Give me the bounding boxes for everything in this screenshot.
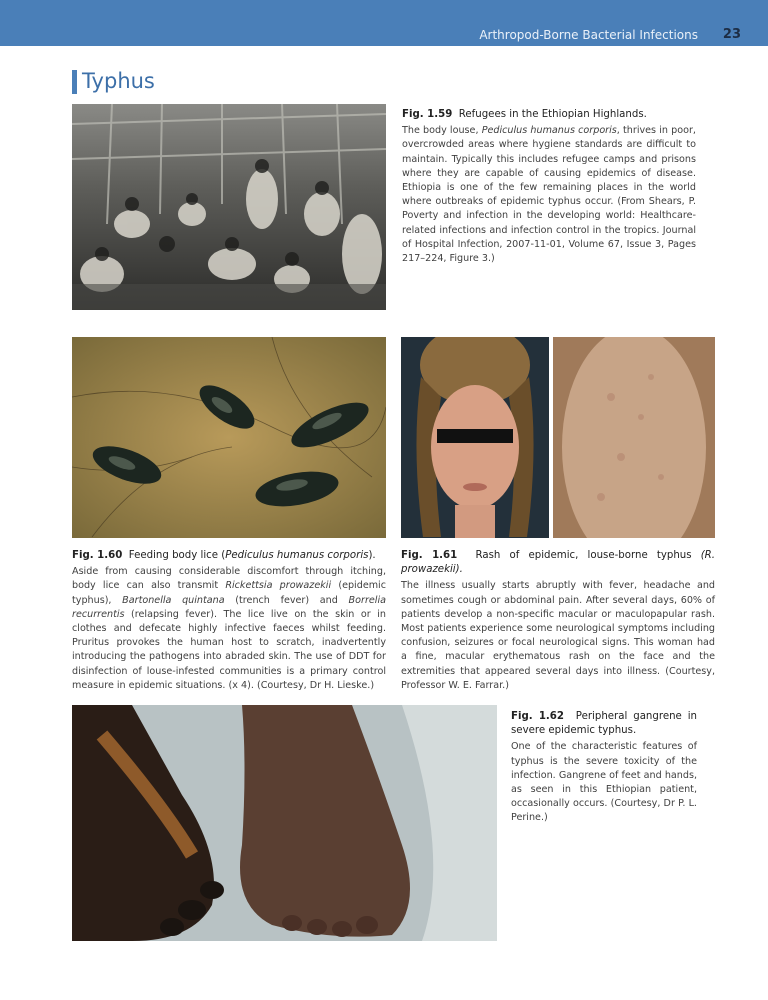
running-title: Arthropod-Borne Bacterial Infections (479, 28, 698, 42)
page-header (0, 0, 768, 46)
fig-title: Refugees in the Ethiopian Highlands. (458, 109, 647, 120)
fig-title-italic: Pediculus humanus corporis (225, 550, 369, 561)
typhus-rash-photo (401, 337, 715, 538)
caption-italic: Bartonella quintana (122, 594, 225, 606)
figure-1-61-caption (401, 549, 715, 693)
caption-italic: Pediculus humanus corporis (481, 125, 617, 137)
section-title: Typhus (82, 69, 155, 93)
caption-text: (epidemic typhus), (72, 580, 387, 606)
fig-label: Fig. 1.61 (401, 550, 458, 561)
caption-text: , thrives in poor, overcrowded areas where hygiene standards are difficult to maintain. Typically this includes refugee camps and prisons where they are capable of causing epidemics of disease. Ethiopia is one of the few remaining places in the world where outbreaks of epidemic typhus occur. (From Shears, P. Poverty and infection in the developing world: Healthcare-related infections and infection control in the tropics. Journal of Hospital Infection, 2007-11-01, Volume 67, Issue 3, Pages 217–224, Figure 3.) (402, 125, 696, 265)
body-lice-photo (72, 337, 386, 538)
caption-text: The illness usually starts abruptly with fever, headache and sometimes cough or abdominal pain. After several days, 60% of patients develop a non-specific macular or maculopapular rash. Most patients experience some neurological symptoms including confusion, seizures or focal neurological signs. This woman had a fine, macular erythematous rash on the face and the extremities that appeared several days into illness. (Courtesy, Professor W. E. Farrar.) (401, 580, 715, 691)
caption-text: (trench fever) and (224, 594, 349, 606)
fig-title: Peripheral gangrene in severe epidemic typhus. (511, 711, 698, 737)
fig-label: Fig. 1.60 (72, 550, 123, 561)
section-accent-bar (72, 70, 77, 94)
figure-1-59-caption (402, 108, 696, 266)
refugees-photo (72, 104, 386, 310)
gangrene-photo (72, 705, 497, 941)
page-number: 23 (722, 27, 741, 42)
fig-label: Fig. 1.59 (402, 109, 453, 120)
fig-label: Fig. 1.62 (511, 711, 564, 722)
fig-title: Feeding body lice ( (128, 550, 226, 561)
figure-1-60-caption (72, 549, 386, 693)
caption-text: (relapsing fever). The lice live on the skin or in clothes and defecate highly infective faeces whilst feeding. Pruritus provokes the human host to scratch, inadvertently introducing the pathogens into abraded skin. The use of DDT for disinfection of louse-infested communities is a primary control measure in epidemic situations. (x 4). (Courtesy, Dr H. Lieske.) (72, 608, 386, 691)
caption-text: One of the characteristic features of typhus is the severe toxicity of the infection. Gangrene of feet and hands, as seen in this Ethiopian patient, occasionally occurs. (Courtesy, Dr P. L. Perine.) (511, 741, 697, 824)
fig-title: Rash of epidemic, louse-borne typhus (475, 550, 701, 561)
caption-text: The body louse, (402, 125, 482, 137)
fig-title: ). (368, 550, 376, 561)
figure-1-62-caption (511, 710, 697, 826)
fig-title-italic: (R. prowazekii). (401, 550, 715, 576)
caption-text: Aside from causing considerable discomfort through itching, body lice can also transmit (72, 566, 386, 592)
caption-italic: Rickettsia prowazekii (225, 580, 332, 592)
caption-italic: Borrelia recurrentis (72, 594, 386, 620)
